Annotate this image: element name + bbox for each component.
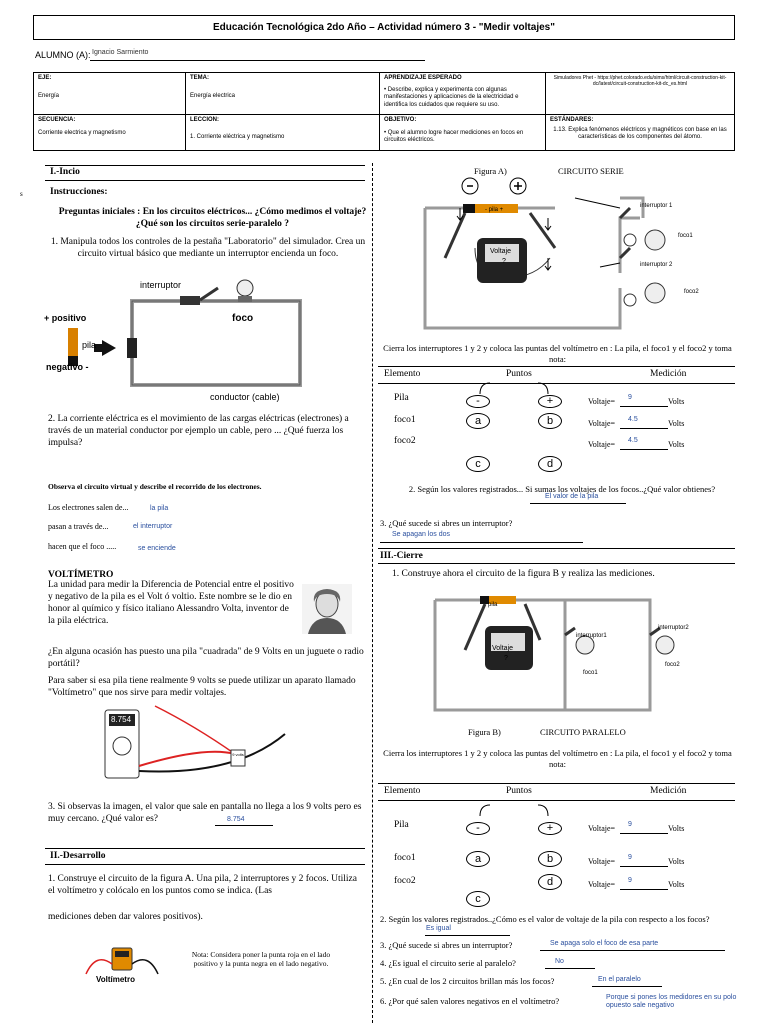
q3-b-text: 3. ¿Qué sucede si abres un interruptor? <box>380 940 513 950</box>
col-puntos-b: Puntos <box>506 786 532 796</box>
col-puntos-a: Puntos <box>506 369 532 379</box>
fig-a-interruptor1: interruptor 1 <box>640 203 673 209</box>
cable-loop <box>132 301 300 385</box>
divider <box>45 180 365 181</box>
battery-in-circuit <box>127 338 137 358</box>
figura-b-label: Figura B) <box>468 727 501 737</box>
answer-line <box>540 950 725 951</box>
point-d-circle: d <box>538 456 562 472</box>
eje-cell: EJE: Energía <box>34 73 186 115</box>
circuito-serie-label: CIRCUITO SERIE <box>558 166 624 176</box>
q3-a-text: 3. ¿Qué sucede si abres un interruptor? <box>380 518 513 528</box>
saber-text: Para saber si esa pila tiene realmente 9 volts se puede utilizar un aparato llamado "Voltímetro" que nos sirve para medir voltajes. <box>48 676 356 698</box>
fig-pila-label: pila <box>82 340 97 350</box>
voltimetro-title: VOLTÍMETRO <box>48 570 114 580</box>
black-probe <box>139 734 285 772</box>
probe-left <box>445 213 465 258</box>
paso-1: 1. Manipula todos los controles de la pestaña "Laboratorio" del simulador. Crea un circuito virtual básico que mediante un interruptor encienda un foco. <box>50 237 366 259</box>
fig-b-pila-label: pila <box>488 602 498 608</box>
q3-b-answer[interactable]: Se apaga solo el foco de esa parte <box>550 940 659 947</box>
divider <box>45 864 365 865</box>
construye-text: 1. Construye el circuito de la figura A. Una pila, 2 interruptores y 2 focos. Utiliza el voltímetro y colócalo en los puntos como se indica. (Las <box>48 874 357 896</box>
leccion-cell: LECCION: 1. Corriente eléctrica y magnetismo <box>186 115 380 151</box>
switch-shape <box>180 296 200 305</box>
battery-label: 9 volts <box>232 752 244 757</box>
red-probe <box>139 752 235 766</box>
pila-cuadrada-text: ¿En alguna ocasión has puesto una pila "cuadrada" de 9 Volts en un juguete o radio portátil? <box>48 647 364 669</box>
instrucciones-heading: Instrucciones: <box>50 187 108 197</box>
answer-line <box>620 449 668 450</box>
section-inicio: I.-Incio <box>50 167 80 177</box>
fig-b-voltaje-label: Voltaje <box>492 645 514 652</box>
fig-a-foco2: foco2 <box>684 289 699 295</box>
paso-2: 2. La corriente eléctrica es el movimiento de las cargas eléctricas (electrones) a través de un material conductor por ejemplo un cable, pero ... ¿Qué fuerza los impulsa? <box>48 414 349 448</box>
construye-b-text: 1. Construye ahora el circuito de la figura B y realiza las mediciones. <box>392 569 655 579</box>
q2-b-answer[interactable]: Es igual <box>426 925 451 932</box>
meter-display: 8.754 <box>111 715 132 724</box>
probe-right <box>530 213 555 248</box>
q2-b-text: 2. Según los valores registrados..¿Cómo es el valor de voltaje de la pila con respecto a los focos? <box>380 914 710 924</box>
q6-b-answer[interactable]: Porque si pones los medidores en su polo opuesto sale negativo <box>606 994 737 1010</box>
probe-b-left <box>465 604 485 650</box>
medicion-value[interactable]: 9 <box>628 821 632 828</box>
medicion-value[interactable]: 4.5 <box>628 416 638 423</box>
point-c-circle: c <box>466 456 490 472</box>
medicion-value[interactable]: 9 <box>628 854 632 861</box>
student-name-line <box>90 60 425 61</box>
figure-b-parallel-circuit <box>425 590 705 720</box>
answer-line <box>620 406 668 407</box>
answer-line <box>620 889 668 890</box>
point-d-circle: d <box>538 874 562 890</box>
answer-line <box>380 542 583 543</box>
volts-unit: Volts <box>668 397 685 406</box>
fig-a-pila-label: - pila + <box>485 207 504 213</box>
switch-lever <box>200 288 218 300</box>
voltaje-label: Voltaje= <box>588 880 616 889</box>
voltaje-label: Voltaje= <box>588 857 616 866</box>
fig-b-interruptor2: interruptor2 <box>658 625 689 631</box>
fig-a-voltaje-label: Voltaje <box>490 248 512 255</box>
point---circle: - <box>466 822 490 835</box>
meta-table <box>33 72 735 151</box>
foco2-b-shape <box>656 636 674 654</box>
divider <box>378 563 735 564</box>
elemento-label: foco2 <box>394 436 416 446</box>
answer-line <box>425 935 510 936</box>
volts-unit: Volts <box>668 857 685 866</box>
estandares-cell: ESTÁNDARES: 1.13. Explica fenómenos eléctricos y magnéticos con base en las características de los componentes del átomo. <box>546 115 735 151</box>
point---circle: - <box>466 395 490 408</box>
tema-cell: TEMA: Energía electrica <box>186 73 380 115</box>
worksheet-title: Educación Tecnológica 2do Año – Actividad número 3 - "Medir voltajes" <box>33 15 735 40</box>
fig-interruptor-label: interruptor <box>140 280 182 290</box>
hacen-label: hacen que el foco ..... <box>48 542 117 551</box>
fig-a-q: ? <box>502 258 506 265</box>
col-medicion-b: Medición <box>650 786 687 796</box>
elemento-label: Pila <box>394 393 409 403</box>
bulb-base <box>238 296 252 302</box>
aprendizaje-cell: APRENDIZAJE ESPERADO • Describe, explica y experimenta con algunas manifestaciones y aplicaciones de la electricidad e identifica los cuidados que requiere su uso. <box>380 73 546 115</box>
voltaje-label: Voltaje= <box>588 397 616 406</box>
cable-outline <box>132 301 300 385</box>
divider <box>378 548 735 549</box>
foco2-shape <box>645 283 665 303</box>
arrow-connectors-b <box>470 800 570 820</box>
divider <box>378 783 735 784</box>
mediciones-text: mediciones deben dar valores positivos). <box>48 912 203 922</box>
column-divider <box>372 163 373 1023</box>
answer-line <box>545 968 595 969</box>
fig-a-foco1: foco1 <box>678 233 693 239</box>
voltimetro-caption: Voltímetro <box>96 975 135 984</box>
student-name[interactable]: Ignacio Sarmiento <box>92 49 149 56</box>
point-b-circle: b <box>538 413 562 429</box>
answer-line <box>620 833 668 834</box>
q3-a-answer[interactable]: Se apagan los dos <box>392 531 450 538</box>
medicion-value[interactable]: 9 <box>628 877 632 884</box>
margin-mark: s <box>20 190 23 198</box>
answer-line <box>530 503 626 504</box>
figura-a-label: Figura A) <box>474 166 507 176</box>
foco1-shape <box>645 230 665 250</box>
cierra-2-text: Cierra los interruptores 1 y 2 y coloca las puntas del voltímetro en : La pila, el foco1 y el foco2 y toma nota: <box>383 748 732 769</box>
medicion-value[interactable]: 4.5 <box>628 437 638 444</box>
section-cierre: III.-Cierre <box>380 551 423 561</box>
answer-line <box>215 825 273 826</box>
fig-b-foco1: foco1 <box>583 670 598 676</box>
answer-line <box>620 428 668 429</box>
q6-b-text: 6. ¿Por qué salen valores negativos en el voltímetro? <box>380 996 560 1006</box>
fig-negativo-label: negativo - <box>46 362 89 372</box>
point-+-circle: + <box>538 395 562 408</box>
q4-b-text: 4. ¿Es igual el circuito serie al paralelo? <box>380 958 516 968</box>
divider <box>45 165 365 166</box>
col-elemento-a: Elemento <box>384 369 421 379</box>
q2-a-text: 2. Según los valores registrados... Si sumas los voltajes de los focos..¿Qué valor obtienes? <box>408 484 716 494</box>
hacen-answer[interactable]: se enciende <box>138 545 176 552</box>
fig-b-foco2: foco2 <box>665 662 680 668</box>
fig-conductor-label: conductor (cable) <box>210 392 280 402</box>
point-a-circle: a <box>466 851 490 867</box>
q5-b-text: 5. ¿En cual de los 2 circuitos brillan más los focos? <box>380 976 555 986</box>
pasan-label: pasan a través de... <box>48 522 109 531</box>
point-a-circle: a <box>466 413 490 429</box>
divider <box>45 848 365 849</box>
simuladores-cell[interactable]: Simuladores Phet - https://phet.colorado.edu/sims/html/circuit-construction-kit-dc/latest/circuit-construction-kit-dc_es.html <box>546 73 735 115</box>
elemento-label: foco2 <box>394 876 416 886</box>
nota-text: Nota: Considera poner la punta roja en el lado positivo y la punta negra en el lado negativo. <box>191 950 331 969</box>
volts-unit: Volts <box>668 880 685 889</box>
paso-3: 3. Si observas la imagen, el valor que sale en pantalla no llega a los 9 volts pero es muy cercano. ¿Qué valor es? <box>48 802 362 824</box>
point-c-circle: c <box>466 891 490 907</box>
elemento-label: foco1 <box>394 853 416 863</box>
divider <box>378 366 735 367</box>
fig-b-interruptor1: interruptor1 <box>576 633 607 639</box>
voltimetro-text: La unidad para medir la Diferencia de Potencial entre el positivo y negativo de la pila es el Volt ó voltio. Este nombre se le dio en honor al químico y físico italiano Alessandro Volta, inventor de la pila eléctrica. <box>48 580 294 626</box>
section-desarrollo: II.-Desarrollo <box>50 851 106 861</box>
fig-b-q: ? <box>504 655 508 662</box>
elemento-label: foco1 <box>394 415 416 425</box>
fig-foco-label: foco <box>232 313 254 324</box>
medicion-value[interactable]: 9 <box>628 394 632 401</box>
figure-a-series-circuit <box>415 178 735 338</box>
point-b-circle: b <box>538 851 562 867</box>
answer-line <box>592 986 662 987</box>
salen-answer[interactable]: la pila <box>150 505 169 512</box>
bulb-shape <box>237 280 253 296</box>
elemento-label: Pila <box>394 820 409 830</box>
col-medicion-a: Medición <box>650 369 687 379</box>
voltaje-label: Voltaje= <box>588 419 616 428</box>
volts-unit: Volts <box>668 440 685 449</box>
arrow-shape <box>102 340 116 356</box>
q2-a-answer[interactable]: El valor de la pila <box>545 493 599 500</box>
fig-positivo-label: + positivo <box>44 313 87 323</box>
circuito-paralelo-label: CIRCUITO PARALELO <box>540 727 626 737</box>
voltaje-label: Voltaje= <box>588 440 616 449</box>
voltaje-label: Voltaje= <box>588 824 616 833</box>
point-+-circle: + <box>538 822 562 835</box>
secuencia-cell: SECUENCIA: Corriente electrica y magnetismo <box>34 115 186 151</box>
pasan-answer[interactable]: el interruptor <box>133 523 173 530</box>
paso-3-answer[interactable]: 8.754 <box>227 816 245 823</box>
observa-instruction: Observa el circuito virtual y describe el recorrido de los electrones. <box>48 482 262 491</box>
q4-b-answer[interactable]: No <box>555 958 564 965</box>
salen-label: Los electrones salen de... <box>48 503 129 512</box>
volta-portrait <box>302 584 352 634</box>
objetivo-cell: OBJETIVO: • Que el alumno logre hacer mediciones en focos en circuitos eléctricos. <box>380 115 546 151</box>
volts-unit: Volts <box>668 419 685 428</box>
answer-line <box>620 866 668 867</box>
preguntas-iniciales: Preguntas iniciales : En los circuitos eléctricos... ¿Cómo medimos el voltaje? ¿Qué son los circuitos serie-paralelo ? <box>58 207 367 229</box>
cierra-1-text: Cierra los interruptores 1 y 2 y coloca las puntas del voltímetro en : La pila, el foco1 y el foco2 y toma nota: <box>383 343 732 364</box>
fig-a-interruptor2: interruptor 2 <box>640 262 673 268</box>
q5-b-answer[interactable]: En el paralelo <box>598 976 641 983</box>
volts-unit: Volts <box>668 824 685 833</box>
col-elemento-b: Elemento <box>384 786 421 796</box>
student-label: ALUMNO (A): <box>35 50 91 60</box>
